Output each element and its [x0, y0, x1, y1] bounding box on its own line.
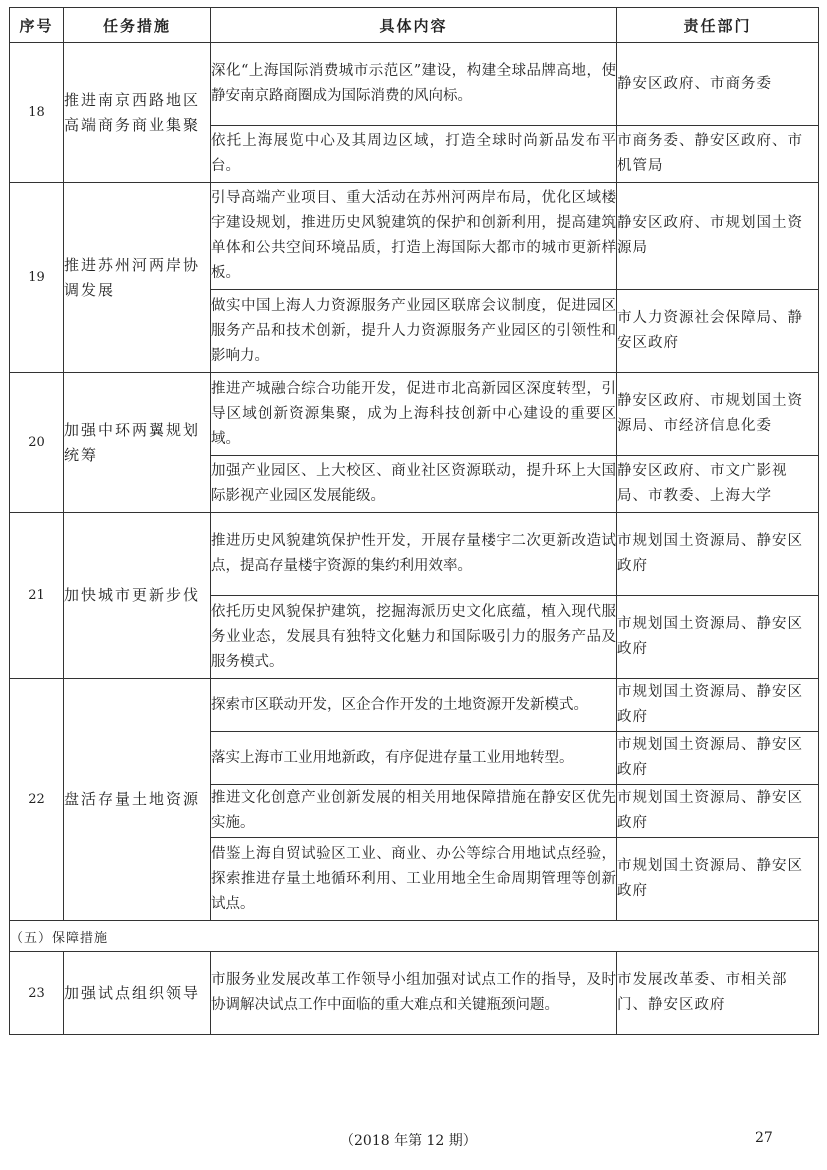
row-dept: 市规划国土资源局、静安区政府 — [617, 596, 819, 679]
row-task: 加快城市更新步伐 — [64, 513, 211, 679]
row-content: 落实上海市工业用地新政，有序促进存量工业用地转型。 — [211, 732, 617, 785]
row-dept: 市规划国土资源局、静安区政府 — [617, 513, 819, 596]
row-content: 推进产城融合综合功能开发，促进市北高新园区深度转型，引导区域创新资源集聚，成为上海科技创新中心建设的重要区域。 — [211, 373, 617, 456]
row-dept: 市规划国土资源局、静安区政府 — [617, 838, 819, 921]
section-row — [10, 921, 819, 952]
row-seq: 21 — [10, 513, 64, 679]
row-task: 加强试点组织领导 — [64, 952, 211, 1035]
header-seq: 序号 — [10, 8, 64, 43]
row-task: 加强中环两翼规划统筹 — [64, 373, 211, 513]
row-dept: 静安区政府、市文广影视局、市教委、上海大学 — [617, 456, 819, 513]
table-row — [10, 183, 819, 290]
row-content: 依托历史风貌保护建筑，挖掘海派历史文化底蕴，植入现代服务业业态，发展具有独特文化魅力和国际吸引力的服务产品及服务模式。 — [211, 596, 617, 679]
header-content: 具体内容 — [211, 8, 617, 43]
row-dept: 市发展改革委、市相关部门、静安区政府 — [617, 952, 819, 1035]
table-row — [10, 373, 819, 456]
table-row — [10, 679, 819, 732]
table-row — [10, 513, 819, 596]
header-dept: 责任部门 — [617, 8, 819, 43]
row-seq: 22 — [10, 679, 64, 921]
row-seq: 18 — [10, 43, 64, 183]
row-dept: 市人力资源社会保障局、静安区政府 — [617, 290, 819, 373]
row-seq: 20 — [10, 373, 64, 513]
header-task: 任务措施 — [64, 8, 211, 43]
row-dept: 市规划国土资源局、静安区政府 — [617, 785, 819, 838]
row-content: 做实中国上海人力资源服务产业园区联席会议制度，促进园区服务产品和技术创新，提升人力资源服务产业园区的引领性和影响力。 — [211, 290, 617, 373]
table-row — [10, 43, 819, 126]
page-number: 27 — [755, 1130, 773, 1146]
row-seq: 19 — [10, 183, 64, 373]
row-content: 推进历史风貌建筑保护性开发，开展存量楼宇二次更新改造试点，提高存量楼宇资源的集约利用效率。 — [211, 513, 617, 596]
row-dept: 市规划国土资源局、静安区政府 — [617, 679, 819, 732]
row-dept: 静安区政府、市规划国土资源局 — [617, 183, 819, 290]
row-dept: 市规划国土资源局、静安区政府 — [617, 732, 819, 785]
row-content: 引导高端产业项目、重大活动在苏州河两岸布局，优化区域楼宇建设规划，推进历史风貌建筑的保护和创新利用，提高建筑单体和公共空间环境品质，打造上海国际大都市的城市更新样板。 — [211, 183, 617, 290]
row-task: 盘活存量土地资源 — [64, 679, 211, 921]
row-content: 依托上海展览中心及其周边区域，打造全球时尚新品发布平台。 — [211, 126, 617, 183]
row-content: 借鉴上海自贸试验区工业、商业、办公等综合用地试点经验，探索推进存量土地循环利用、工业用地全生命周期管理等创新试点。 — [211, 838, 617, 921]
row-task: 推进南京西路地区高端商务商业集聚 — [64, 43, 211, 183]
row-seq: 23 — [10, 952, 64, 1035]
row-content: 市服务业发展改革工作领导小组加强对试点工作的指导，及时协调解决试点工作中面临的重大难点和关键瓶颈问题。 — [211, 952, 617, 1035]
issue-label: （2018 年第 12 期） — [340, 1133, 477, 1149]
row-task: 推进苏州河两岸协调发展 — [64, 183, 211, 373]
table-row — [10, 952, 819, 1035]
section-title: （五）保障措施 — [10, 921, 819, 952]
row-content: 推进文化创意产业创新发展的相关用地保障措施在静安区优先实施。 — [211, 785, 617, 838]
table-header — [10, 8, 819, 43]
task-table — [9, 7, 819, 1035]
row-content: 深化“上海国际消费城市示范区”建设，构建全球品牌高地，使静安南京路商圈成为国际消费的风向标。 — [211, 43, 617, 126]
row-dept: 静安区政府、市商务委 — [617, 43, 819, 126]
row-dept: 静安区政府、市规划国土资源局、市经济信息化委 — [617, 373, 819, 456]
row-content: 加强产业园区、上大校区、商业社区资源联动，提升环上大国际影视产业园区发展能级。 — [211, 456, 617, 513]
row-dept: 市商务委、静安区政府、市机管局 — [617, 126, 819, 183]
row-content: 探索市区联动开发，区企合作开发的土地资源开发新模式。 — [211, 679, 617, 732]
